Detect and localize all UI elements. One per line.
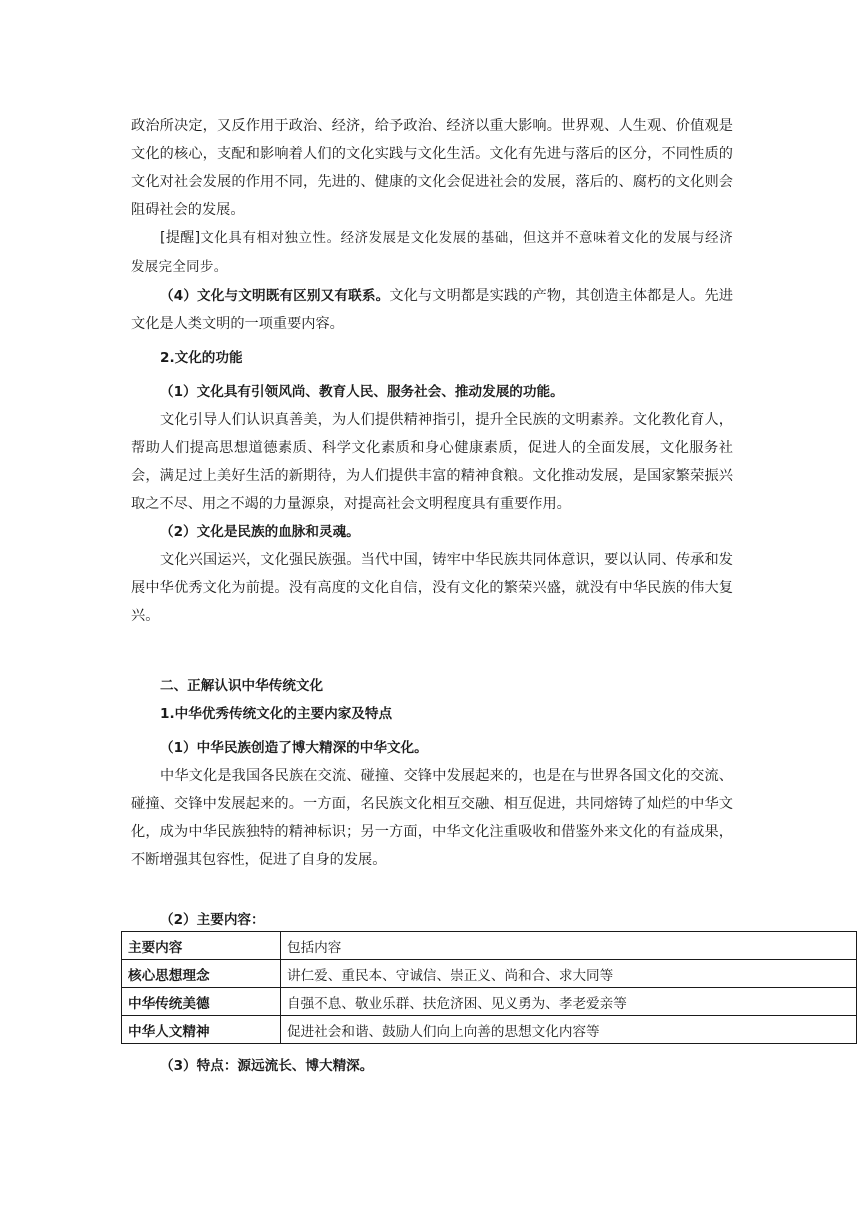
content-2-heading: （2）主要内容：	[160, 912, 265, 928]
function-2-heading: （2）文化是民族的血脉和灵魂。	[160, 524, 360, 540]
table-cell: 中华人文精神	[122, 1016, 281, 1044]
function-2-text: 文化兴国运兴，文化强民族强。当代中国，铸牢中华民族共同体意识，要以认同、传承和发展中华优秀文化为前提。没有高度的文化自信，没有文化的繁荣兴盛，就没有中华民族的伟大复兴。	[131, 552, 733, 624]
table-header-cell: 包括内容	[281, 932, 857, 960]
table-cell: 自强不息、敬业乐群、扶危济困、见义勇为、孝老爱亲等	[281, 988, 857, 1016]
heading-culture-function: 2.文化的功能	[160, 350, 243, 366]
paragraph-culture-civilization	[131, 282, 733, 338]
point-4-text: 文化与文明都是实践的产物，其创造主体都是人。先进文化是人类文明的一项重要内容。	[131, 288, 733, 332]
function-1-text: 文化引导人们认识真善美，为人们提供精神指引，提升全民族的文明素养。文化教化育人，帮助人们提高思想道德素质、科学文化素质和身心健康素质，促进人的全面发展，文化服务社会，满足过上美好生活的新期待，为人们提供丰富的精神食粮。文化推动发展，是国家繁荣振兴取之不尽、用之不竭的力量源泉，对提高社会文明程度具有重要作用。	[131, 412, 733, 512]
content-1-text: 中华文化是我国各民族在交流、碰撞、交锋中发展起来的，也是在与世界各国文化的交流、碰撞、交锋中发展起来的。一方面，名民族文化相互交融、相互促进，共同熔铸了灿烂的中华文化，成为中华民族独特的精神标识；另一方面，中华文化注重吸收和借鉴外来文化的有益成果，不断增强其包容性，促进了自身的发展。	[131, 768, 733, 868]
table-header-row	[122, 932, 857, 960]
content-1-heading: （1）中华民族创造了博大精深的中华文化。	[160, 740, 428, 756]
table-cell: 促进社会和谐、鼓励人们向上向善的思想文化内容等	[281, 1016, 857, 1044]
table-row	[122, 988, 857, 1016]
section-2-heading: 二、正解认识中华传统文化	[160, 678, 324, 694]
paragraph-culture-politics: 政治所决定，又反作用于政治、经济，给予政治、经济以重大影响。世界观、人生观、价值观是文化的核心，支配和影响着人们的文化实践与文化生活。文化有先进与落后的区分，不同性质的文化对社会发展的作用不同，先进的、健康的文化会促进社会的发展，落后的、腐朽的文化则会阻碍社会的发展。	[131, 118, 733, 218]
table-cell: 核心思想理念	[122, 960, 281, 988]
reminder-text: 文化具有相对独立性。经济发展是文化发展的基础，但这并不意味着文化的发展与经济发展完全同步。	[131, 231, 733, 275]
main-content-table	[121, 931, 857, 1044]
table-cell: 讲仁爱、重民本、守诚信、崇正义、尚和合、求大同等	[281, 960, 857, 988]
reminder-tag: [提醒]	[160, 230, 201, 246]
reminder-note	[131, 224, 733, 282]
table-cell: 中华传统美德	[122, 988, 281, 1016]
point-4-heading: （4）文化与文明既有区别又有联系。	[160, 288, 390, 304]
table-header-cell: 主要内容	[122, 932, 281, 960]
function-1-heading: （1）文化具有引领风尚、教育人民、服务社会、推动发展的功能。	[160, 384, 564, 400]
content-3-heading: （3）特点：源远流长、博大精深。	[160, 1058, 374, 1074]
section-2-1-heading: 1.中华优秀传统文化的主要内家及特点	[160, 706, 393, 722]
table-row	[122, 960, 857, 988]
table-row	[122, 1016, 857, 1044]
document-body	[131, 112, 733, 874]
